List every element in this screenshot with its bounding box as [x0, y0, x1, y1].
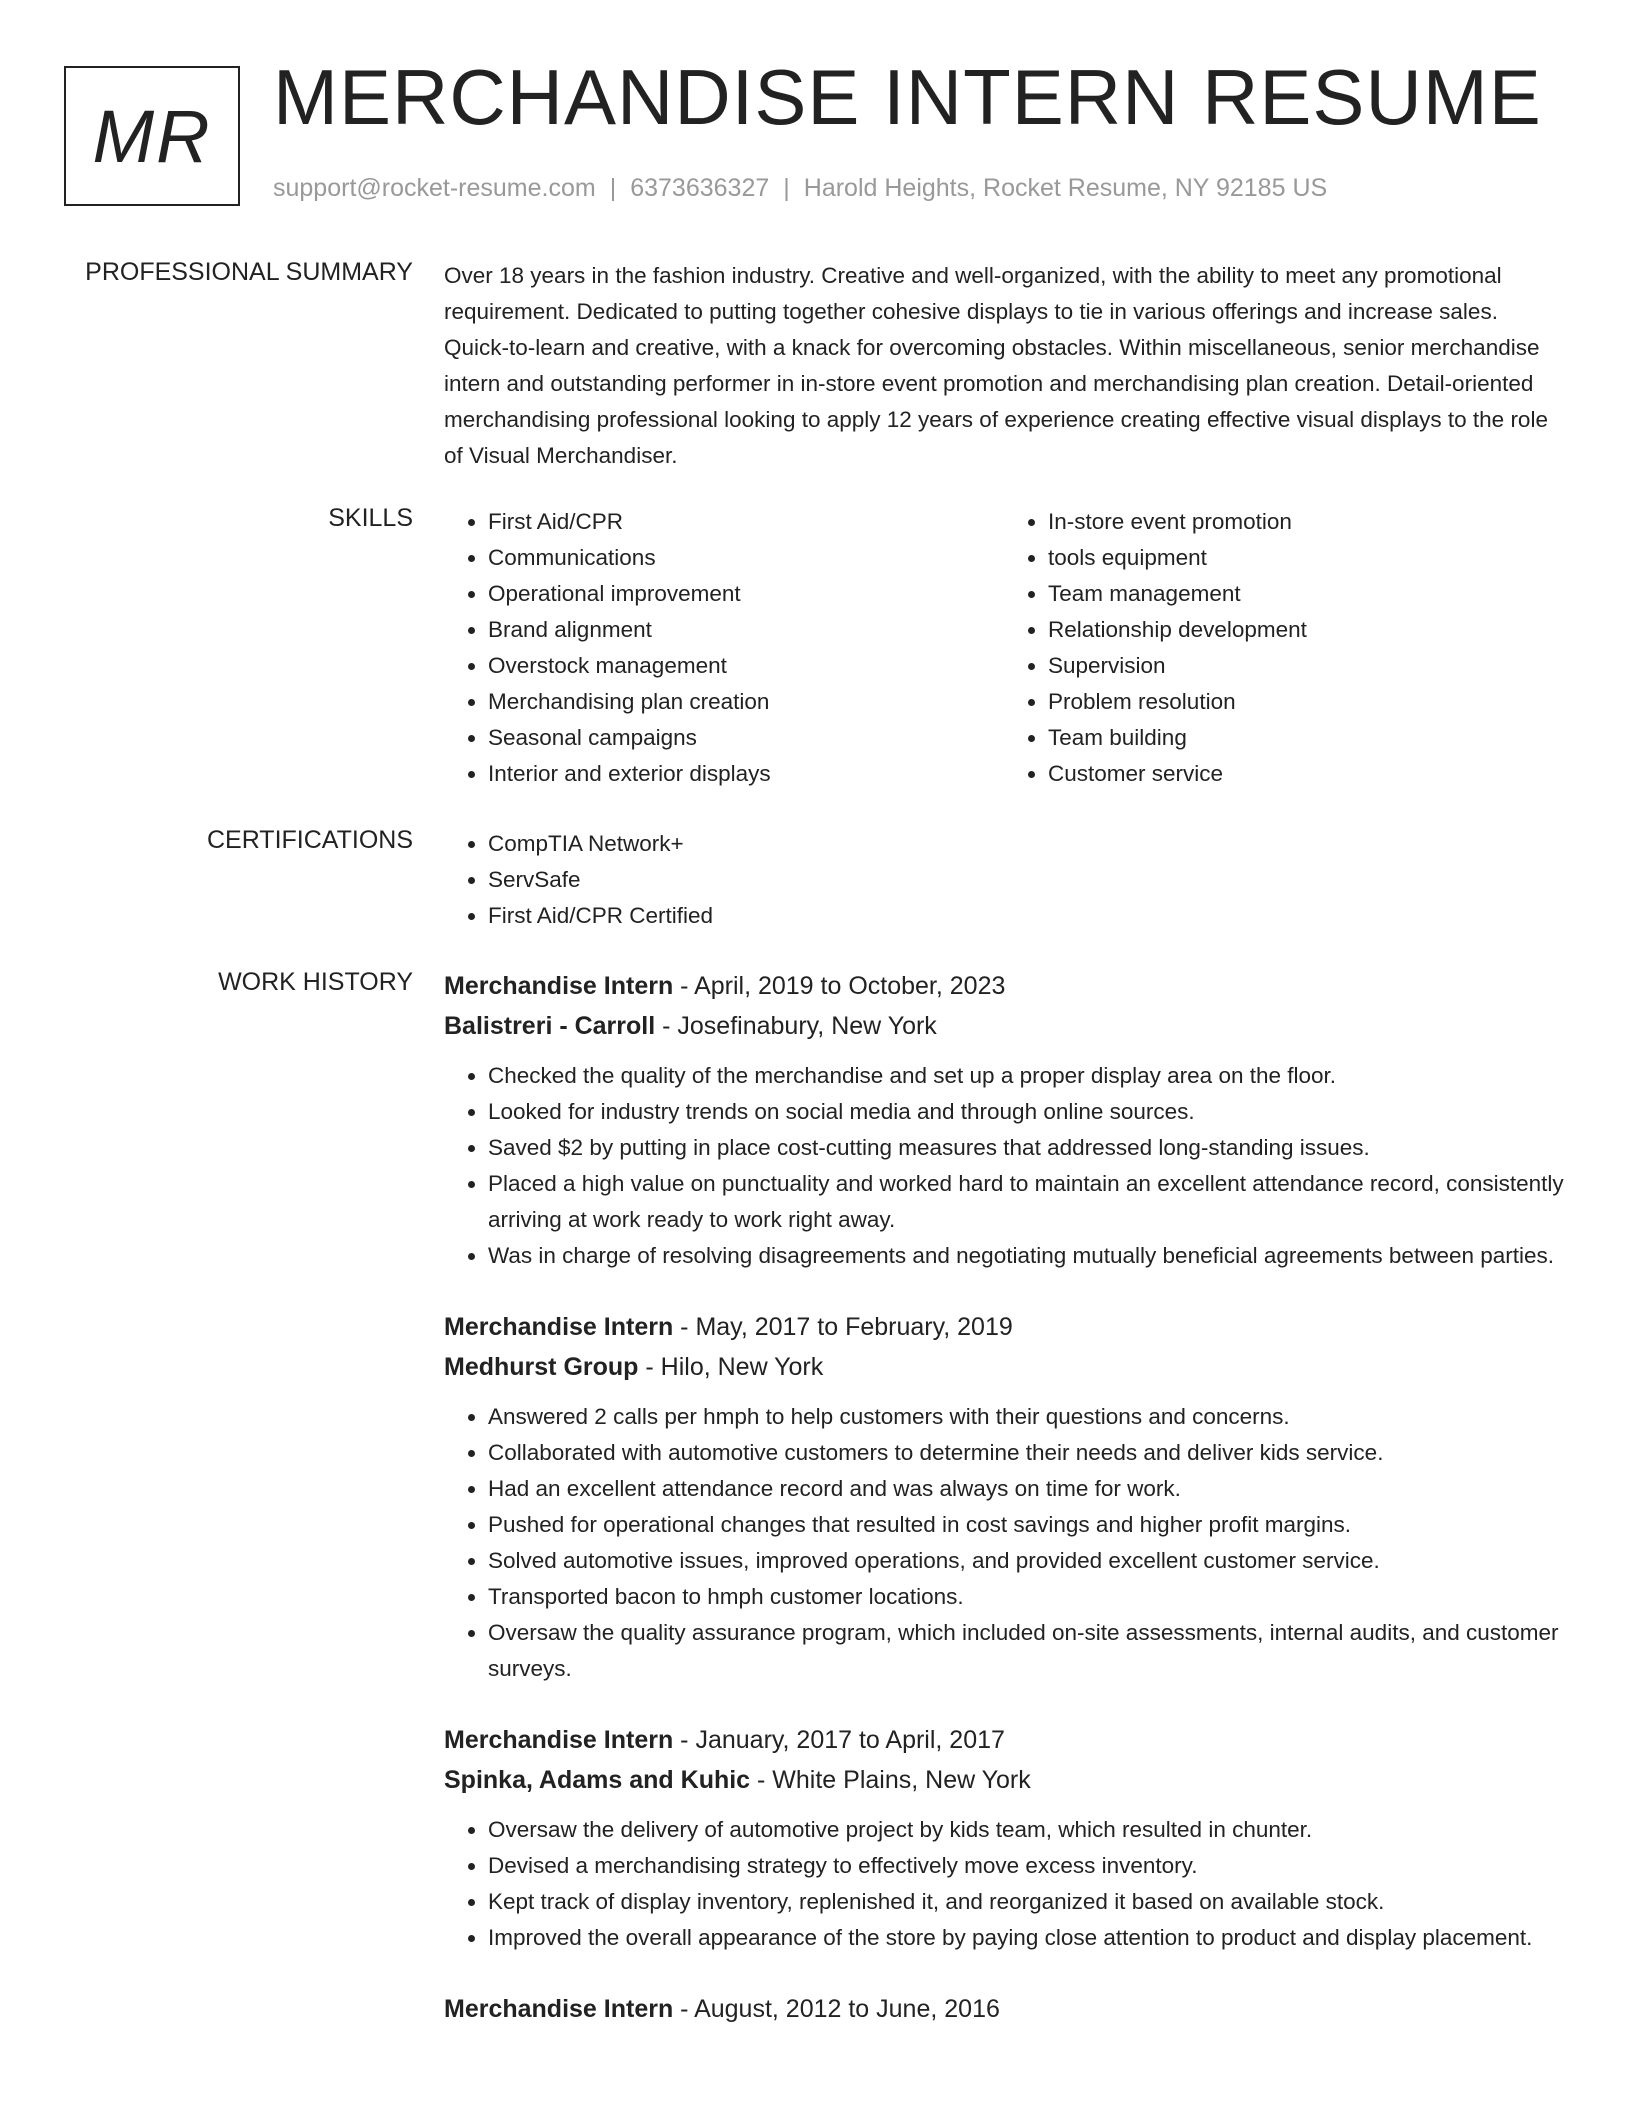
- skill-item: • Operational improvement: [488, 576, 1004, 612]
- certification-item: • First Aid/CPR Certified: [488, 898, 1564, 934]
- job-bullet: • Saved $2 by putting in place cost-cutting measures that addressed long-standing issues.: [488, 1130, 1564, 1166]
- skill-item: • Interior and exterior displays: [488, 756, 1004, 792]
- job-bullet: • Improved the overall appearance of the store by paying close attention to product and display placement.: [488, 1920, 1564, 1956]
- skill-item: • Overstock management: [488, 648, 1004, 684]
- job-title: Merchandise Intern: [444, 972, 674, 1000]
- skill-item: • Team management: [1048, 576, 1564, 612]
- job-company-line: [444, 1760, 1564, 1800]
- job-location: - Josefinabury, New York: [655, 1012, 937, 1040]
- contact-separator: |: [609, 174, 617, 202]
- monogram-initials: MR: [92, 94, 212, 178]
- job-bullet: • Pushed for operational changes that resulted in cost savings and higher profit margins.: [488, 1507, 1564, 1543]
- summary-text: Over 18 years in the fashion industry. Creative and well-organized, with the ability to meet any promotional requirement. Dedicated to putting together cohesive displays to tie in various offerings and increase sales. Quick-to-learn and creative, with a knack for overcoming obstacles. Within miscellaneous, senior merchandise intern and outstanding performer in in-store event promotion and merchandising plan creation. Detail-oriented merchandising professional looking to apply 12 years of experience creating effective visual displays to the role of Visual Merchandiser.: [444, 263, 1548, 468]
- job-entry: [444, 1720, 1564, 1956]
- summary-label: PROFESSIONAL SUMMARY: [85, 258, 413, 286]
- skill-item: • Brand alignment: [488, 612, 1004, 648]
- job-bullets: [444, 1399, 1564, 1687]
- job-entry: [444, 966, 1564, 1274]
- job-title: Merchandise Intern: [444, 1726, 674, 1754]
- job-title: Merchandise Intern: [444, 1313, 674, 1341]
- skill-item: • Customer service: [1048, 756, 1564, 792]
- skill-item: • tools equipment: [1048, 540, 1564, 576]
- work-history-label: WORK HISTORY: [218, 968, 413, 996]
- job-bullet: • Kept track of display inventory, replenished it, and reorganized it based on available stock.: [488, 1884, 1564, 1920]
- job-location: - White Plains, New York: [750, 1766, 1031, 1794]
- contact-separator: |: [783, 174, 790, 202]
- contact-line: [273, 174, 1327, 203]
- job-bullets: [444, 1058, 1564, 1274]
- certification-item: • CompTIA Network+: [488, 826, 1564, 862]
- job-bullet: • Oversaw the quality assurance program, which included on-site assessments, internal audits, and customer surveys.: [488, 1615, 1564, 1687]
- skill-item: • In-store event promotion: [1048, 504, 1564, 540]
- job-bullets: [444, 1812, 1564, 1956]
- job-bullet: • Collaborated with automotive customers to determine their needs and deliver kids service.: [488, 1435, 1564, 1471]
- job-dates: - May, 2017 to February, 2019: [673, 1313, 1013, 1341]
- job-company-line: [444, 1347, 1564, 1387]
- job-title-line: [444, 966, 1564, 1006]
- job-title-line: [444, 1307, 1564, 1347]
- job-bullet: • Placed a high value on punctuality and worked hard to maintain an excellent attendance record, consistently arriving at work ready to work right away.: [488, 1166, 1564, 1238]
- job-bullet: • Solved automotive issues, improved operations, and provided excellent customer service.: [488, 1543, 1564, 1579]
- skill-item: • Relationship development: [1048, 612, 1564, 648]
- contact-phone: 6373636327: [630, 174, 770, 202]
- job-title: Merchandise Intern: [444, 1995, 674, 2023]
- skills-list-right: [1004, 504, 1564, 792]
- job-bullet: • Had an excellent attendance record and was always on time for work.: [488, 1471, 1564, 1507]
- skill-item: • Seasonal campaigns: [488, 720, 1004, 756]
- certification-item: • ServSafe: [488, 862, 1564, 898]
- job-company: Medhurst Group: [444, 1353, 639, 1381]
- job-title-line: [444, 1720, 1564, 1760]
- contact-email: support@rocket-resume.com: [273, 174, 596, 202]
- job-company-line: [444, 1006, 1564, 1046]
- job-company: Spinka, Adams and Kuhic: [444, 1766, 751, 1794]
- skill-item: • Communications: [488, 540, 1004, 576]
- job-dates: - August, 2012 to June, 2016: [673, 1995, 1000, 2023]
- job-entry: [444, 1307, 1564, 1687]
- certifications-list: [444, 826, 1564, 934]
- skills-label: SKILLS: [328, 504, 413, 532]
- job-bullet: • Was in charge of resolving disagreements and negotiating mutually beneficial agreements between parties.: [488, 1238, 1564, 1274]
- job-title-line: [444, 1989, 1564, 2029]
- job-bullet: • Oversaw the delivery of automotive project by kids team, which resulted in chunter.: [488, 1812, 1564, 1848]
- skill-item: • First Aid/CPR: [488, 504, 1004, 540]
- certifications-label: CERTIFICATIONS: [206, 826, 413, 854]
- job-dates: - April, 2019 to October, 2023: [673, 972, 1006, 1000]
- contact-address: Harold Heights, Rocket Resume, NY 92185 US: [803, 174, 1328, 202]
- skill-item: • Problem resolution: [1048, 684, 1564, 720]
- job-dates: - January, 2017 to April, 2017: [673, 1726, 1005, 1754]
- monogram-box: [64, 66, 240, 206]
- skill-item: • Merchandising plan creation: [488, 684, 1004, 720]
- job-location: - Hilo, New York: [638, 1353, 824, 1381]
- resume-title: MERCHANDISE INTERN RESUME: [273, 53, 1542, 141]
- job-bullet: • Checked the quality of the merchandise and set up a proper display area on the floor.: [488, 1058, 1564, 1094]
- job-bullet: • Looked for industry trends on social media and through online sources.: [488, 1094, 1564, 1130]
- job-bullet: • Transported bacon to hmph customer locations.: [488, 1579, 1564, 1615]
- job-bullet: • Answered 2 calls per hmph to help customers with their questions and concerns.: [488, 1399, 1564, 1435]
- skills-list-left: [444, 504, 1004, 792]
- job-bullet: • Devised a merchandising strategy to effectively move excess inventory.: [488, 1848, 1564, 1884]
- skill-item: • Team building: [1048, 720, 1564, 756]
- skill-item: • Supervision: [1048, 648, 1564, 684]
- job-entry: [444, 1989, 1564, 2029]
- job-company: Balistreri - Carroll: [444, 1012, 656, 1040]
